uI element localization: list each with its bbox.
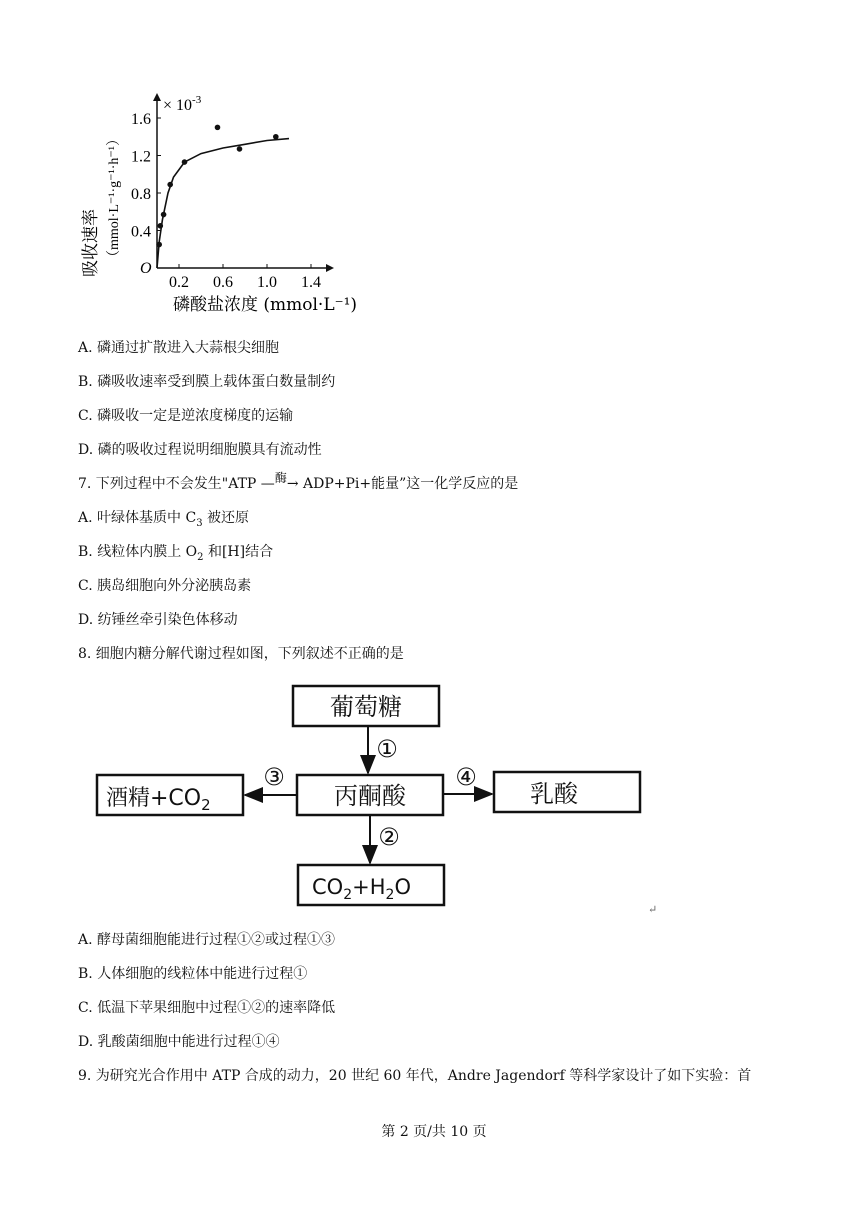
q6-option-c: C. 磷吸收一定是逆浓度梯度的运输: [78, 408, 294, 424]
page-footer: 第 2 页/共 10 页: [381, 1124, 487, 1140]
fitted-curve: [157, 139, 289, 268]
glucose-label: 葡萄糖: [330, 693, 402, 721]
x-axis-arrowhead: [326, 264, 334, 272]
step-3-label: ③: [263, 763, 285, 791]
data-point: [156, 242, 162, 248]
q8-option-a: A. 酵母菌细胞能进行过程①②或过程①③: [78, 932, 336, 948]
data-point: [215, 125, 221, 131]
alcohol-co2-label: 酒精$+CO_2$: [106, 786, 211, 814]
q8-option-d: D. 乳酸菌细胞中能进行过程①④: [78, 1034, 280, 1050]
data-point: [158, 223, 164, 229]
step-4-label: ④: [455, 763, 477, 791]
x-tick-label: 1.0: [257, 274, 277, 291]
step-1-label: ①: [376, 735, 398, 763]
q7-stem: 7. 下列过程中不会发生"ATP —酶→ ADP+Pi+能量”这一化学反应的是: [78, 471, 519, 492]
enzyme-label: 酶: [274, 471, 287, 485]
x-axis-label: 磷酸盐浓度 (mmol·L⁻¹): [172, 295, 358, 315]
q7-option-a: A. 叶绿体基质中 $C_3$ 被还原: [78, 510, 250, 529]
q8-option-c: C. 低温下苹果细胞中过程①②的速率降低: [78, 1000, 336, 1016]
data-point: [182, 159, 188, 165]
q6-option-b: B. 磷吸收速率受到膜上载体蛋白数量制约: [78, 374, 336, 390]
data-point: [237, 146, 243, 152]
origin-label: O: [140, 260, 152, 277]
data-point: [161, 212, 167, 218]
data-point: [167, 182, 173, 188]
absorption-rate-chart: [70, 88, 380, 320]
q8-option-b: B. 人体细胞的线粒体中能进行过程①: [78, 966, 308, 982]
chart-multiplier: × $10^{-3}$: [163, 94, 202, 114]
data-point: [273, 134, 279, 140]
pyruvate-label: 丙酮酸: [334, 782, 406, 810]
y-axis-arrowhead: [153, 93, 161, 101]
lactic-acid-label: 乳酸: [530, 780, 578, 808]
y-tick-label: 0.8: [131, 186, 151, 203]
y-axis-label-unit: （mmol·L⁻¹·g⁻¹·h⁻¹）: [107, 132, 122, 264]
q7-option-c: C. 胰岛细胞向外分泌胰岛素: [78, 578, 252, 594]
q7-option-d: D. 纺锤丝牵引染色体移动: [78, 612, 238, 628]
co2-h2o-label: $CO_2+H_2O$: [312, 875, 411, 903]
glycolysis-flow-diagram: [90, 680, 670, 930]
q6-option-a: A. 磷通过扩散进入大蒜根尖细胞: [78, 340, 280, 356]
return-mark: ↵: [648, 903, 658, 916]
y-tick-label: 0.4: [131, 223, 151, 241]
q7-option-b: B. 线粒体内膜上 $O_2$ 和[H]结合: [78, 544, 274, 563]
q9-stem: 9. 为研究光合作用中 ATP 合成的动力，20 世纪 60 年代，Andre Jagendorf 等科学家设计了如下实验：首: [78, 1068, 752, 1084]
y-tick-label: 1.6: [131, 111, 151, 128]
step-2-label: ②: [378, 823, 400, 851]
x-tick-label: 1.4: [301, 274, 321, 291]
x-tick-label: 0.6: [213, 274, 233, 291]
y-tick-label: 1.2: [131, 148, 151, 166]
q8-stem: 8. 细胞内糖分解代谢过程如图，下列叙述不正确的是: [78, 646, 404, 662]
x-tick-label: 0.2: [169, 274, 189, 291]
y-axis-label-main: 吸收速率: [81, 209, 101, 277]
q6-option-d: D. 磷的吸收过程说明细胞膜具有流动性: [78, 442, 322, 458]
